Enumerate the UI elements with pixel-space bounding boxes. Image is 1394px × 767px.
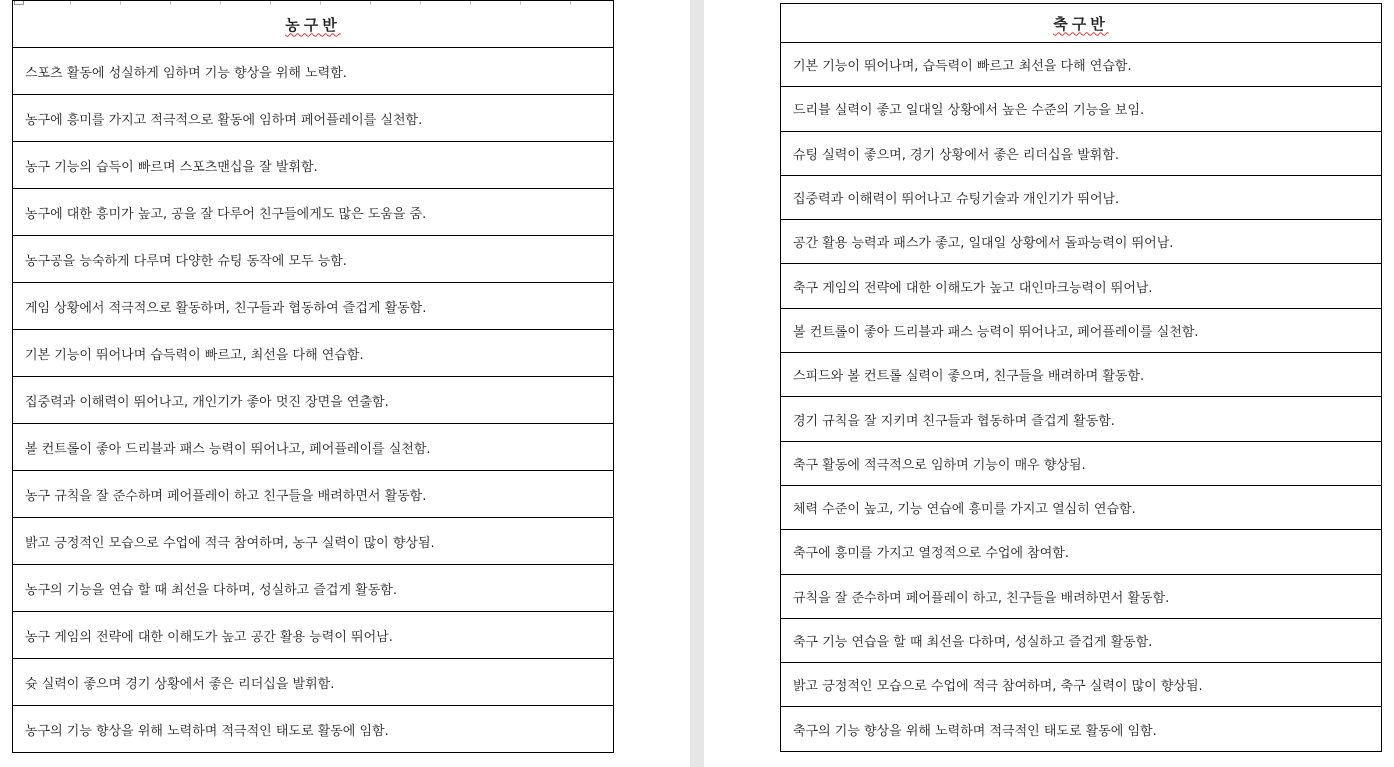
table-row [13, 612, 614, 659]
table-row [13, 142, 614, 189]
table-cell[interactable]: 농구의 기능 향상을 위해 노력하며 적극적인 태도로 활동에 임함. [13, 706, 614, 753]
table-cell[interactable]: 볼 컨트롤이 좋아 드리블과 패스 능력이 뛰어나고, 페어플레이를 실천함. [13, 424, 614, 471]
table-cell[interactable]: 축구에 흥미를 가지고 열정적으로 수업에 참여함. [781, 530, 1382, 574]
table-cell[interactable]: 게임 상황에서 적극적으로 활동하며, 친구들과 협동하여 즐겁게 활동함. [13, 283, 614, 330]
table-cell[interactable]: 기본 기능이 뛰어나며, 습득력이 빠르고 최선을 다해 연습함. [781, 43, 1382, 87]
document-page-right [704, 0, 1394, 767]
table-cell[interactable]: 공간 활용 능력과 패스가 좋고, 일대일 상황에서 돌파능력이 뛰어남. [781, 220, 1382, 264]
table-row [781, 618, 1382, 662]
table-cell[interactable]: 스포츠 활동에 성실하게 임하며 기능 향상을 위해 노력함. [13, 48, 614, 95]
table-row [781, 87, 1382, 131]
table-cell[interactable]: 농구에 흥미를 가지고 적극적으로 활동에 임하며 페어플레이를 실천함. [13, 95, 614, 142]
table-cell[interactable]: 농구공을 능숙하게 다루며 다양한 슈팅 동작에 모두 능함. [13, 236, 614, 283]
table-row [13, 189, 614, 236]
table-row [781, 530, 1382, 574]
table-title[interactable]: 농구반 [13, 1, 614, 48]
table-row [13, 48, 614, 95]
table-cell[interactable]: 농구 기능의 습득이 빠르며 스포츠맨십을 잘 발휘함. [13, 142, 614, 189]
table-cell[interactable]: 밝고 긍정적인 모습으로 수업에 적극 참여하며, 농구 실력이 많이 향상됨. [13, 518, 614, 565]
table-cell[interactable]: 축구 게임의 전략에 대한 이해도가 높고 대인마크능력이 뛰어남. [781, 264, 1382, 308]
table-row [13, 471, 614, 518]
basketball-class-table [12, 0, 614, 753]
table-cell[interactable]: 슈팅 실력이 좋으며, 경기 상황에서 좋은 리더십을 발휘함. [781, 131, 1382, 175]
table-cell[interactable]: 밝고 긍정적인 모습으로 수업에 적극 참여하며, 축구 실력이 많이 향상됨. [781, 663, 1382, 707]
soccer-class-table [780, 3, 1382, 752]
table-cell[interactable]: 집중력과 이해력이 뛰어나고, 개인기가 좋아 멋진 장면을 연출함. [13, 377, 614, 424]
table-row [781, 264, 1382, 308]
table-row [781, 175, 1382, 219]
table-cell[interactable]: 농구 게임의 전략에 대한 이해도가 높고 공간 활용 능력이 뛰어남. [13, 612, 614, 659]
table-header-row [13, 1, 614, 48]
table-row [13, 377, 614, 424]
table-cell[interactable]: 축구 기능 연습을 할 때 최선을 다하며, 성실하고 즐겁게 활동함. [781, 618, 1382, 662]
table-row [781, 220, 1382, 264]
table-row [13, 424, 614, 471]
table-cell[interactable]: 규칙을 잘 준수하며 페어플레이 하고, 친구들을 배려하면서 활동함. [781, 574, 1382, 618]
document-page-left [0, 0, 690, 767]
table-title[interactable]: 축구반 [781, 4, 1382, 43]
table-cell[interactable]: 드리블 실력이 좋고 일대일 상황에서 높은 수준의 기능을 보임. [781, 87, 1382, 131]
table-cell[interactable]: 농구 규칙을 잘 준수하며 페어플레이 하고 친구들을 배려하면서 활동함. [13, 471, 614, 518]
table-row [13, 236, 614, 283]
table-cell[interactable]: 축구의 기능 향상을 위해 노력하며 적극적인 태도로 활동에 임함. [781, 707, 1382, 751]
table-cell[interactable]: 축구 활동에 적극적으로 임하며 기능이 매우 향상됨. [781, 441, 1382, 485]
table-cell[interactable]: 집중력과 이해력이 뛰어나고 슈팅기술과 개인기가 뛰어남. [781, 175, 1382, 219]
table-row [781, 574, 1382, 618]
table-row [781, 353, 1382, 397]
table-row [13, 659, 614, 706]
table-cell[interactable]: 스피드와 볼 컨트롤 실력이 좋으며, 친구들을 배려하며 활동함. [781, 353, 1382, 397]
table-cell[interactable]: 경기 규칙을 잘 지키며 친구들과 협동하며 즐겁게 활동함. [781, 397, 1382, 441]
table-cell[interactable]: 체력 수준이 높고, 기능 연습에 흥미를 가지고 열심히 연습함. [781, 485, 1382, 529]
table-row [13, 330, 614, 377]
table-cell[interactable]: 슛 실력이 좋으며 경기 상황에서 좋은 리더십을 발휘함. [13, 659, 614, 706]
table-cell[interactable]: 볼 컨트롤이 좋아 드리블과 패스 능력이 뛰어나고, 페어플레이를 실천함. [781, 308, 1382, 352]
table-row [13, 518, 614, 565]
table-cell[interactable]: 농구의 기능을 연습 할 때 최선을 다하며, 성실하고 즐겁게 활동함. [13, 565, 614, 612]
table-row [781, 43, 1382, 87]
table-header-row [781, 4, 1382, 43]
table-row [781, 397, 1382, 441]
table-row [781, 441, 1382, 485]
table-row [781, 707, 1382, 751]
table-cell[interactable]: 농구에 대한 흥미가 높고, 공을 잘 다루어 친구들에게도 많은 도움을 줌. [13, 189, 614, 236]
table-row [13, 283, 614, 330]
table-row [13, 95, 614, 142]
table-row [781, 131, 1382, 175]
table-row [13, 706, 614, 753]
table-cell[interactable]: 기본 기능이 뛰어나며 습득력이 빠르고, 최선을 다해 연습함. [13, 330, 614, 377]
table-row [781, 308, 1382, 352]
table-row [13, 565, 614, 612]
table-row [781, 485, 1382, 529]
table-row [781, 663, 1382, 707]
